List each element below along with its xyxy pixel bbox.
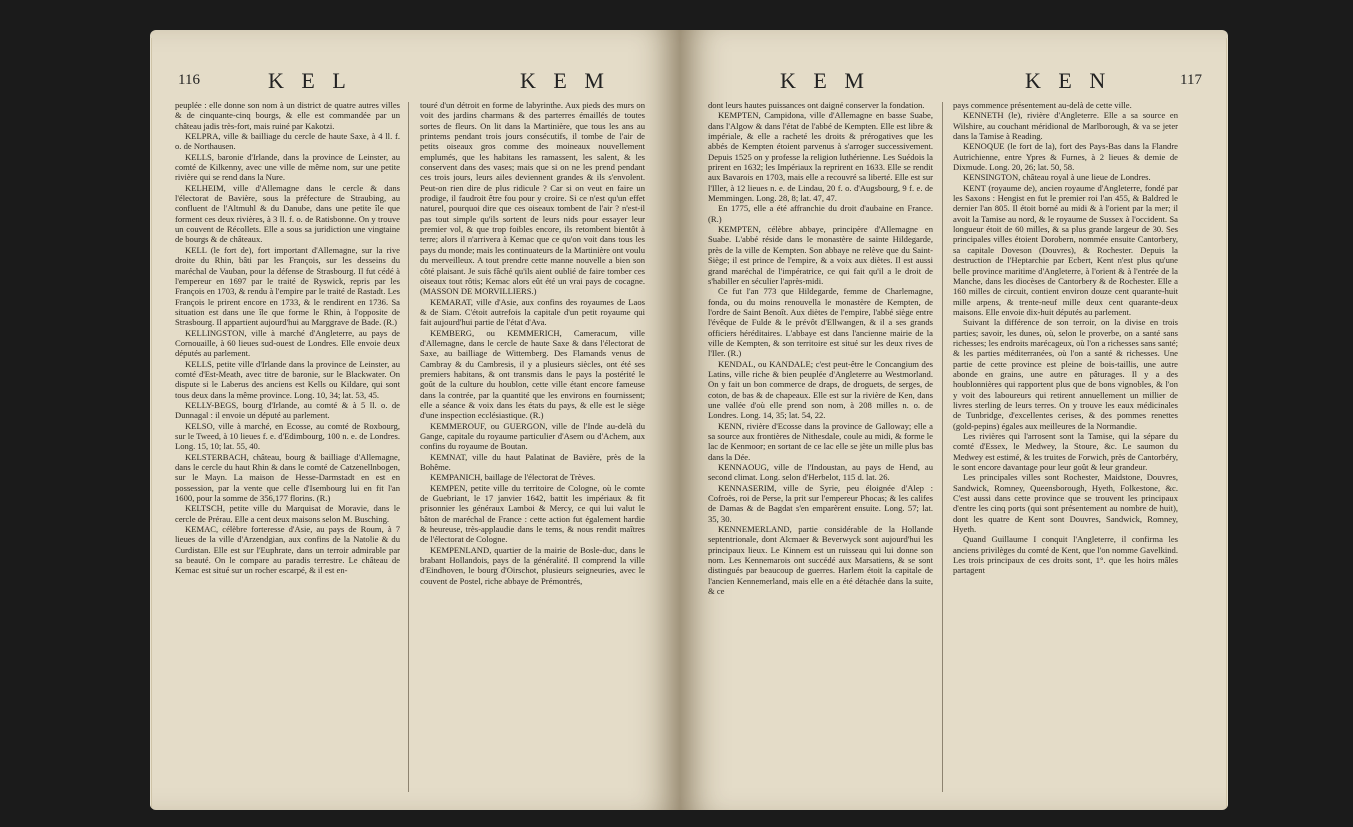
paragraph: KELLINGSTON, ville à marché d'Angleterre, au pays de Cornouaille, à 60 lieues sud-ouest de Londres. Elle envoie deux députés au parlement.	[175, 327, 400, 359]
running-head-left: K E M	[780, 68, 870, 93]
paragraph: Les rivières qui l'arrosent sont la Tamise, qui la sépare du comté d'Essex, le Medwey, la Stoure, &c. Le saumon du Medwey est estimé, & les truites de Forwich, près de Cantorbéry, le sont encore davantage pour leur goût & leur grandeur.	[953, 431, 1178, 473]
paragraph: KENT (royaume de), ancien royaume d'Angleterre, fondé par les Saxons : Hengist en fut le premier roi l'an 455, & Baldred le dernier l'an 805. Il étoit borné au midi & à l'orient par la mer; il avoit la Tamise au nord, & le royaume de Sussex à l'occident. Sa longueur étoit de 60 milles, & sa plus grande largeur de 30. Ses principales villes étoient Dorobern, nommée ensuite Cantorbery, sa capitale Doveson (Douvres), & Rochester. Depuis la destruction de l'Heptarchie par Ecbert, Kent n'est plus qu'une belle province maritime d'Angleterre, à l'orient & à l'entrée de la Manche, dans les diocèses de Cantorbery & de Rochester. Elle a 160 milles de circuit, contient environ douze cent quarante-huit mille arpens, & trente-neuf mille deux cent quarante-deux maisons. Elle envoie dix-huit députés au parlement.	[953, 182, 1178, 317]
paragraph: touré d'un détroit en forme de labyrinthe. Aux pieds des murs on voit des jardins charmans & des parterres émaillés de toutes sortes de fleurs. On lit dans la Martinière, que tous les ans au printems pendant trois jours consécutifs, il tombe de l'air de petits oiseaux gros comme des moineaux nouvellement emplumés, que les habitans les ramassent, les salent, & les conservent dans des vases; mais que si on ne les prend pendant ces trois jours, leurs ailes deviennent grandes & ils s'envolent. Peut-on rien dire de plus ridicule ? Car si on veut en faire un prodige, il faudroit être fou pour y croire. Si ce n'est qu'un effet naturel, pourquoi dire que ces oiseaux tombent de l'air ? n'est-il pas tout simple qu'ils sortent de leurs nids pour essayer leur premier vol, & que trop foibles encore, ils retombent bientôt à terre; alors il n'arrivera à Kemac que ce qu'on voit dans tous les pays du monde; mais les continuateurs de la Martinière ont voulu du merveilleux. A tout prendre cette manne nouvelle a bien son côté plaisant. Je suis fâché qu'ils aient oublié de faire tomber ces oiseaux tout rôtis; Kemac alors eût été un vrai pays de cocagne. (MASSON DE MORVILLIERS.)	[420, 100, 645, 297]
paragraph: Ce fut l'an 773 que Hildegarde, femme de Charlemagne, fonda, ou du moins renouvella le monastère de Kempten, de l'ordre de Saint Benoît. Aux diètes de l'empire, l'abbé siège entre l'évêque de Fulde & le prévôt d'Ellwangen, & il a ses grands officiers héréditaires. L'abbaye est dans l'ancienne mairie de la ville de Kempten, & son territoire est situé sur les deux rives de l'Iler. (R.)	[708, 286, 933, 359]
text-column	[708, 100, 933, 800]
paragraph: Les principales villes sont Rochester, Maidstone, Douvres, Sandwick, Romney, Queensborough, Hyeth, Folkestone, &c. C'est aussi dans cette province que se trouvent les principaux d'entre les cinq ports (qui sont présentement au nombre de huit), dont les quatre de Kent sont Douvres, Sandwick, Romney, Hyeth.	[953, 472, 1178, 535]
text-column	[175, 100, 400, 800]
page-number: 116	[178, 72, 200, 88]
paragraph: KEMMEROUF, ou GUERGON, ville de l'Inde au-delà du Gange, capitale du royaume particulier d'Asem ou d'Achem, aux confins du royaume de Boutan.	[420, 420, 645, 452]
paragraph: KENOQUE (le fort de la), fort des Pays-Bas dans la Flandre Autrichienne, entre Ypres & Furnes, à 2 lieues & demie de Dixmude. Long. 20, 26; lat. 50, 58.	[953, 141, 1178, 173]
paragraph: KELLY-BEGS, bourg d'Irlande, au comté & à 5 ll. o. de Dunnagal : il envoie un député au parlement.	[175, 399, 400, 421]
paragraph: KEMARAT, ville d'Asie, aux confins des royaumes de Laos & de Siam. C'étoit autrefois la capitale d'un petit royaume qui fait aujourd'hui partie de l'état d'Ava.	[420, 296, 645, 328]
right-page	[680, 30, 1228, 810]
paragraph: KELHEIM, ville d'Allemagne dans le cercle & dans l'électorat de Bavière, sous la préfecture de Straubing, au confluent de l'Altmuhl & du Danube, dans une petite île que forment ces deux rivières, à 3 ll. f. o. de Ratisbonne. On y trouve un couvent de Récollets. Elle a sous sa juridiction une vingtaine de bourgs & de châteaux.	[175, 182, 400, 245]
paragraph: peuplée : elle donne son nom à un district de quatre autres villes & de cinquante-cinq bourgs, & elle est commandée par un château jadis très-fort, mais ruiné par Kakotzi.	[175, 100, 400, 131]
paragraph: KEMPENLAND, quartier de la mairie de Bosle-duc, dans le brabant Hollandois, pays de la généralité. Il comprend la ville d'Eindhoven, le bourg d'Oirschot, plusieurs seigneuries, avec le couvent de Postel, riche abbaye de Prémontrés,	[420, 544, 645, 586]
right-page-edge	[1226, 38, 1228, 808]
text-column	[420, 100, 645, 800]
paragraph: pays commence présentement au-delà de cette ville.	[953, 100, 1132, 110]
left-page-header	[150, 68, 680, 98]
paragraph: KELPRA, ville & bailliage du cercle de haute Saxe, à 4 ll. f. o. de Northausen.	[175, 131, 400, 152]
open-book	[150, 30, 1230, 820]
paragraph: KEMNAT, ville du haut Palatinat de Bavière, près de la Bohême.	[420, 451, 645, 473]
left-page-edge	[150, 38, 152, 808]
paragraph: KEMPEN, petite ville du territoire de Cologne, où le comte de Guebriant, le 17 janvier 1642, battit les impériaux & fit prisonnier les généraux Lamboi & Mercy, ce qui lui valut le bâton de maréchal de France : cette action fut également hardie & heureuse, très-applaudie dans le tems, & nous rendit maîtres de l'électorat de Cologne.	[420, 482, 645, 545]
paragraph: KEMBERG, ou KEMMERICH, Cameracum, ville d'Allemagne, dans le cercle de haute Saxe & dans l'électorat de Saxe, au bailliage de Wittemberg. Des Flamands venus de Cambray & du Cambresis, il y a plusieurs siècles, ont été ses premiers habitans, & ont transmis dans le pays la postérité le goût de la culture du houblon, cette ville étant encore fameuse dans la contrée, par la quantité que les environs en fournissent; elle a séance & voix dans les états du pays, & elle est le siège d'une inspection ecclésiastique. (R.)	[420, 327, 645, 421]
paragraph: KELL (le fort de), fort important d'Allemagne, sur la rive droite du Rhin, bâti par les François, sur les desseins du maréchal de Vauban, pour la défense de Strasbourg. Il fut cédé à l'empereur en 1697 par le traité de Ryswick, repris par les François en 1703, & rendu à l'empire par le traité de Rastadt. Les François le prirent encore en 1733, & le rendirent en 1736. Sa situation est dans une île que forme le Rhin, à l'opposite de Strasbourg. Il appartient aujourd'hui au Marggrave de Bade. (R.)	[175, 244, 400, 328]
column-rule	[942, 102, 943, 792]
running-head-left: K E L	[268, 68, 352, 93]
paragraph: KEMPTEN, célèbre abbaye, principère d'Allemagne en Suabe. L'abbé réside dans le monastère de sainte Hildegarde, près de la ville de Kempten. Son abbaye ne relève que du Saint-Siège; il est prince de l'empire, & a voix aux diètes. Il est aussi grand maréchal de l'impératrice, ce qui fait qu'il a le droit de s'habiller en séculier l'après-midi.	[708, 224, 933, 286]
left-page	[150, 30, 680, 810]
paragraph: Suivant la différence de son terroir, on la divise en trois parties; savoir, les dunes, où, selon le proverbe, on a santé sans richesses; les endroits marécageux, où l'on a richesses sans santé; & les parties méditerranées, où l'on a santé & richesses. Une partie de cette province est pleine de bois-taillis, une autre abonde en grains, une autre en pâturages. Il y a des houblonnières qui rapportent plus que de bons vignobles, & l'on y voit des laboureurs qui retirent annuellement un millier de livres sterling de leurs terres. On y trouve les eaux médicinales de Tunbridge, d'excellentes cerises, & des pommes renettes (gold-pepins) égales aux meilleures de la Normandie.	[953, 317, 1178, 431]
paragraph: KEMPTEN, Campidona, ville d'Allemagne en basse Suabe, dans l'Algow & dans l'état de l'abbé de Kempten. Elle est libre & impériale, & elle a racheté les droits & prérogatives que les abbés de Kempten étoient parvenus à s'arroger successivement. Depuis 1525 on y professe la religion luthérienne. Les Suédois la prirent en 1632; les Impériaux la reprirent en 1633. Elle se rendit aux Bavarois en 1703, mais elle a recouvré sa liberté. Elle est sur l'Iller, à 12 lieues n. e. de Lindau, 20 f. o. d'Augsbourg, 9 f. e. de Memmingen. Long. 28, 8; lat. 47, 47.	[708, 110, 933, 204]
paragraph: KENNEMERLAND, partie considérable de la Hollande septentrionale, dont Alcmaer & Beverwyck sont aujourd'hui les principaux lieux. Le Kinnem est un ruisseau qui lui donne son nom. Les Kennemarois ont succédé aux Marsatiens, & se sont distingués par beaucoup de guerres. Harlem étoit la capitale de l'ancien Kennemerland, mais elle en a été détachée dans la suite, & ce	[708, 524, 933, 597]
paragraph: KENNASERIM, ville de Syrie, peu éloignée d'Alep : Cofroès, roi de Perse, la prit sur l'empereur Phocas; & les califes de Damas & de Bagdat s'en emparèrent ensuite. Long. 57; lat. 35, 30.	[708, 482, 933, 524]
paragraph: KENNETH (le), rivière d'Angleterre. Elle a sa source en Wilshire, au couchant méridional de Marlborough, & va se jeter dans la Tamise à Reading.	[953, 110, 1178, 142]
paragraph: En 1775, elle a été affranchie du droit d'aubaine en France. (R.)	[708, 203, 933, 224]
paragraph: KELSO, ville à marché, en Ecosse, au comté de Roxbourg, sur le Tweed, à 10 lieues f. e. d'Edimbourg, 100 n. e. de Londres. Long. 15, 10; lat. 55, 40.	[175, 420, 400, 452]
paragraph: Quand Guillaume I conquit l'Angleterre, il confirma les anciens privilèges du comté de Kent, que l'on nomme Gavelkind. Les trois principaux de ces droits sont, 1°. que les hoirs mâles partagent	[953, 534, 1178, 576]
paragraph: KEMAC, célèbre forteresse d'Asie, au pays de Roum, à 7 lieues de la ville d'Arzendgian, aux confins de la Natolie & du Curdistan. Elle est sur l'Euphrate, dans un terroir admirable par sa beauté. On le compare au paradis terrestre. Le château de Kemac est situé sur un rocher escarpé, & il est en-	[175, 524, 400, 576]
right-page-header	[680, 68, 1228, 98]
paragraph: KELSTERBACH, château, bourg & bailliage d'Allemagne, dans le cercle du haut Rhin & dans le comté de Catzenellnbogen, sur le Mayn. La maison de Hesse-Darmstadt en est en possession, par la vente que celle d'Isembourg lui en fit l'an 1600, pour la somme de 356,177 florins. (R.)	[175, 451, 400, 504]
paragraph: KELLS, baronie d'Irlande, dans la province de Leinster, au comté de Kilkenny, avec une ville de même nom, sur une petite rivière qui se rend dans la Nure.	[175, 151, 400, 183]
paragraph: KELLS, petite ville d'Irlande dans la province de Leinster, au comté d'Est-Meath, avec titre de baronie, sur le Blackwater. On dispute si le Laberus des anciens est Kells ou Kildare, qui sont tous deux dans la même province. Long. 10, 34; lat. 53, 45.	[175, 358, 400, 400]
paragraph: KEMPANICH, baillage de l'électorat de Trèves.	[430, 472, 596, 483]
running-head-right: K E N	[1025, 68, 1112, 93]
running-head-right: K E M	[520, 68, 610, 93]
text-column	[953, 100, 1178, 800]
column-rule	[408, 102, 409, 792]
paragraph: KENSINGTON, château royal à une lieue de Londres.	[963, 172, 1151, 183]
paragraph: dont leurs hautes puissances ont daigné conserver la fondation.	[708, 100, 925, 110]
paragraph: KENN, rivière d'Ecosse dans la province de Galloway; elle a sa source aux frontières de Nithesdale, coule au midi, & forme le lac de Kenmoor; en sortant de ce lac elle se jète un mille plus bas dans la Dée.	[708, 420, 933, 462]
paragraph: KENNAOUG, ville de l'Indoustan, au pays de Hend, au second climat. Long. selon d'Herbelot, 115 d. lat. 26.	[708, 462, 933, 483]
page-number: 117	[1180, 72, 1202, 88]
paragraph: KELTSCH, petite ville du Marquisat de Moravie, dans le cercle de Prérau. Elle a cent deux maisons selon M. Busching.	[175, 503, 400, 524]
paragraph: KENDAL, ou KANDALE; c'est peut-être le Concangium des Latins, ville riche & bien peuplée d'Angleterre au Westmorland. On y fait un bon commerce de draps, de droguets, de serges, de coton, de bas & de chapeaux. Elle est sur la rivière de Ken, dans une vallée d'où elle prend son nom, à 208 milles n. o. de Londres. Long. 14, 35; lat. 54, 22.	[708, 358, 933, 421]
